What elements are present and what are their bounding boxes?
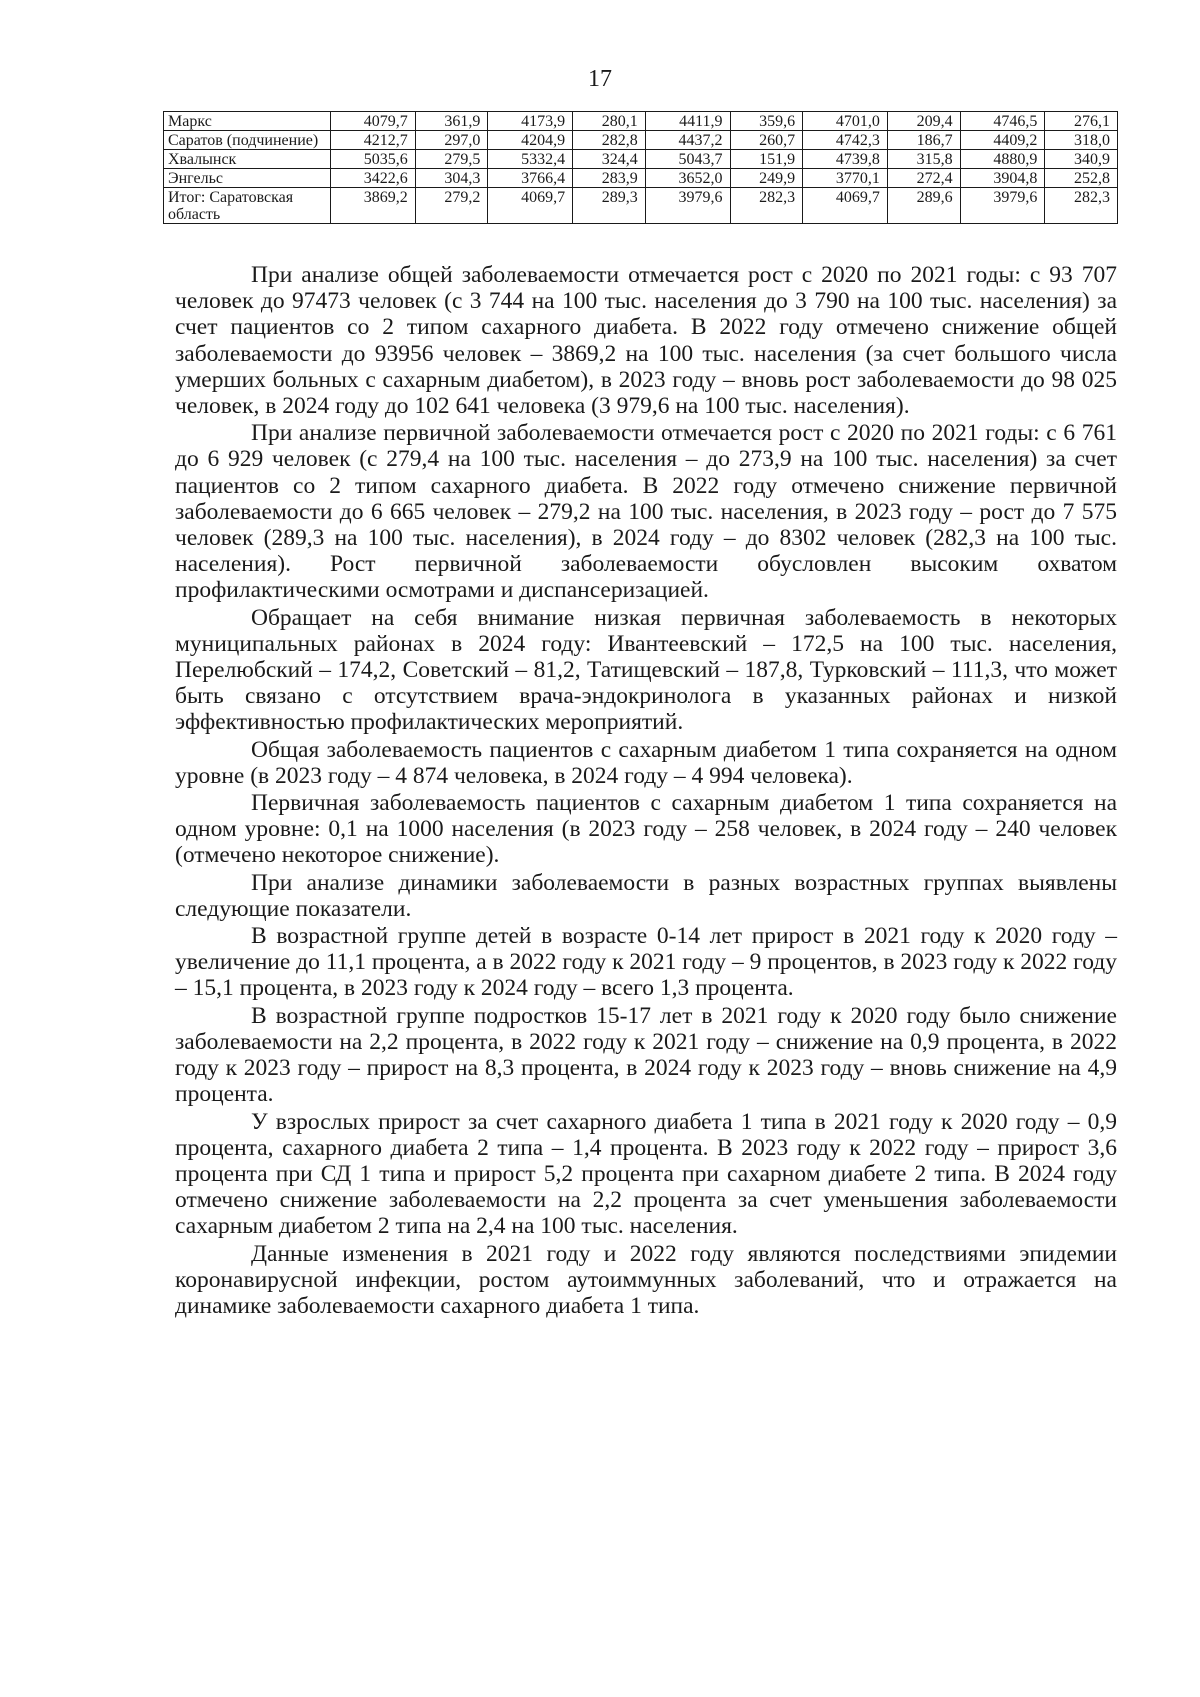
paragraph: При анализе динамики заболеваемости в разных возрастных группах выявлены следующие показатели. [175, 869, 1117, 922]
table-body [164, 112, 1118, 224]
table-cell-value: 297,0 [415, 131, 488, 150]
table-cell-value: 4437,2 [645, 131, 730, 150]
table-cell-value: 5035,6 [331, 150, 416, 169]
paragraph: У взрослых прирост за счет сахарного диабета 1 типа в 2021 году к 2020 году – 0,9 процента, сахарного диабета 2 типа – 1,4 процента. В 2023 году к 2022 году – прирост 3,6 процента при СД 1 типа и прирост 5,2 процента при сахарном диабете 2 типа. В 2024 году отмечено снижение заболеваемости на 2,2 процента за счет уменьшения заболеваемости сахарным диабетом 2 типа на 2,4 на 100 тыс. населения. [175, 1108, 1117, 1240]
table-cell-value: 304,3 [415, 169, 488, 188]
table-cell-value: 324,4 [573, 150, 646, 169]
table-row [164, 169, 1118, 188]
table-cell-value: 283,9 [573, 169, 646, 188]
table-cell-value: 3770,1 [803, 169, 888, 188]
table-cell-value: 340,9 [1045, 150, 1118, 169]
table-cell-value: 3979,6 [960, 188, 1045, 224]
table-cell-value: 280,1 [573, 112, 646, 131]
table-cell-value: 4069,7 [803, 188, 888, 224]
paragraph: Общая заболеваемость пациентов с сахарным диабетом 1 типа сохраняется на одном уровне (в 2023 году – 4 874 человека, в 2024 году – 4 994 человека). [175, 736, 1117, 789]
table-cell-value: 279,2 [415, 188, 488, 224]
table-row [164, 150, 1118, 169]
paragraph: В возрастной группе детей в возрасте 0-14 лет прирост в 2021 году к 2020 году – увеличение до 11,1 процента, а в 2022 году к 2021 году – 9 процентов, в 2023 году к 2022 году – 15,1 процента, в 2023 году к 2024 году – всего 1,3 процента. [175, 923, 1118, 1002]
table-cell-value: 315,8 [887, 150, 960, 169]
table-row [164, 112, 1118, 131]
table-cell-value: 4739,8 [803, 150, 888, 169]
row-district-name: Маркс [164, 112, 331, 131]
table-cell-value: 3766,4 [488, 169, 573, 188]
page-number: 17 [588, 66, 612, 92]
row-district-name: Энгельс [164, 169, 331, 188]
paragraph: При анализе первичной заболеваемости отмечается рост с 2020 по 2021 годы: с 6 761 до 6 929 человек (с 279,4 на 100 тыс. населения – до 273,9 на 100 тыс. населения) за счет пациентов со 2 типом сахарного диабета. В 2022 году отмечено снижение первичной заболеваемости до 6 665 человек – 279,2 на 100 тыс. населения, в 2023 году – рост до 7 575 человек (289,3 на 100 тыс. населения), в 2024 году – до 8302 человек (282,3 на 100 тыс. населения). Рост первичной заболеваемости обусловлен высоким охватом профилактическими осмотрами и диспансеризацией. [175, 420, 1117, 604]
table-cell-value: 361,9 [415, 112, 488, 131]
incidence-table [163, 111, 1118, 224]
paragraph: Первичная заболеваемость пациентов с сахарным диабетом 1 типа сохраняется на одном уровне: 0,1 на 1000 населения (в 2023 году – 258 человек, в 2024 году – 240 человек (отмечено некоторое снижение). [175, 790, 1117, 869]
table-cell-value: 4701,0 [803, 112, 888, 131]
table-cell-value: 209,4 [887, 112, 960, 131]
table-cell-value: 4411,9 [645, 112, 730, 131]
table-cell-value: 3652,0 [645, 169, 730, 188]
table-cell-value: 279,5 [415, 150, 488, 169]
table-cell-value: 260,7 [730, 131, 803, 150]
table-cell-value: 359,6 [730, 112, 803, 131]
table-cell-value: 3904,8 [960, 169, 1045, 188]
table-cell-value: 5043,7 [645, 150, 730, 169]
table-cell-value: 186,7 [887, 131, 960, 150]
table-cell-value: 151,9 [730, 150, 803, 169]
table-row [164, 131, 1118, 150]
table-cell-value: 5332,4 [488, 150, 573, 169]
table-cell-value: 272,4 [887, 169, 960, 188]
table-cell-value: 318,0 [1045, 131, 1118, 150]
paragraph: При анализе общей заболеваемости отмечается рост с 2020 по 2021 годы: с 93 707 человек до 97473 человек (с 3 744 на 100 тыс. населения до 3 790 на 100 тыс. населения) за счет пациентов со 2 типом сахарного диабета. В 2022 году отмечено снижение общей заболеваемости до 93956 человек – 3869,2 на 100 тыс. населения (за счет большого числа умерших больных с сахарным диабетом), в 2023 году – вновь рост заболеваемости до 98 025 человек, в 2024 году до 102 641 человека (3 979,6 на 100 тыс. населения). [175, 262, 1117, 420]
table-cell-value: 4212,7 [331, 131, 416, 150]
table-cell-value: 4746,5 [960, 112, 1045, 131]
table-cell-value: 4409,2 [960, 131, 1045, 150]
table-cell-value: 252,8 [1045, 169, 1118, 188]
table-cell-value: 4173,9 [488, 112, 573, 131]
table-cell-value: 249,9 [730, 169, 803, 188]
table-cell-value: 4069,7 [488, 188, 573, 224]
row-district-name: Итог: Саратовская область [164, 188, 331, 224]
table-cell-value: 289,6 [887, 188, 960, 224]
paragraph: Данные изменения в 2021 году и 2022 году являются последствиями эпидемии коронавирусной инфекции, ростом аутоиммунных заболеваний, что и отражается на динамике заболеваемости сахарного диабета 1 типа. [175, 1240, 1117, 1319]
table-cell-value: 282,3 [1045, 188, 1118, 224]
table-cell-value: 3422,6 [331, 169, 416, 188]
table-cell-value: 4204,9 [488, 131, 573, 150]
table-cell-value: 4742,3 [803, 131, 888, 150]
paragraph: Обращает на себя внимание низкая первичная заболеваемость в некоторых муниципальных районах в 2024 году: Ивантеевский – 172,5 на 100 тыс. населения, Перелюбский – 174,2, Советский – 81,2, Татищевский – 187,8, Турковский – 111,3, что может быть связано с отсутствием врача-эндокринолога в указанных районах и низкой эффективностью профилактических мероприятий. [175, 604, 1117, 736]
table-cell-value: 3869,2 [331, 188, 416, 224]
table-cell-value: 276,1 [1045, 112, 1118, 131]
table-cell-value: 4079,7 [331, 112, 416, 131]
paragraph: В возрастной группе подростков 15-17 лет в 2021 году к 2020 году было снижение заболеваемости на 2,2 процента, в 2022 году к 2021 году – снижение на 0,9 процента, в 2022 году к 2023 году – прирост на 8,3 процента, в 2024 году к 2023 году – вновь снижение на 4,9 процента. [175, 1002, 1117, 1108]
row-district-name: Хвалынск [164, 150, 331, 169]
body-text [175, 262, 1117, 1320]
table-cell-value: 3979,6 [645, 188, 730, 224]
table-row [164, 188, 1118, 224]
table-cell-value: 282,3 [730, 188, 803, 224]
table-cell-value: 282,8 [573, 131, 646, 150]
table-cell-value: 4880,9 [960, 150, 1045, 169]
table-cell-value: 289,3 [573, 188, 646, 224]
row-district-name: Саратов (подчинение) [164, 131, 331, 150]
